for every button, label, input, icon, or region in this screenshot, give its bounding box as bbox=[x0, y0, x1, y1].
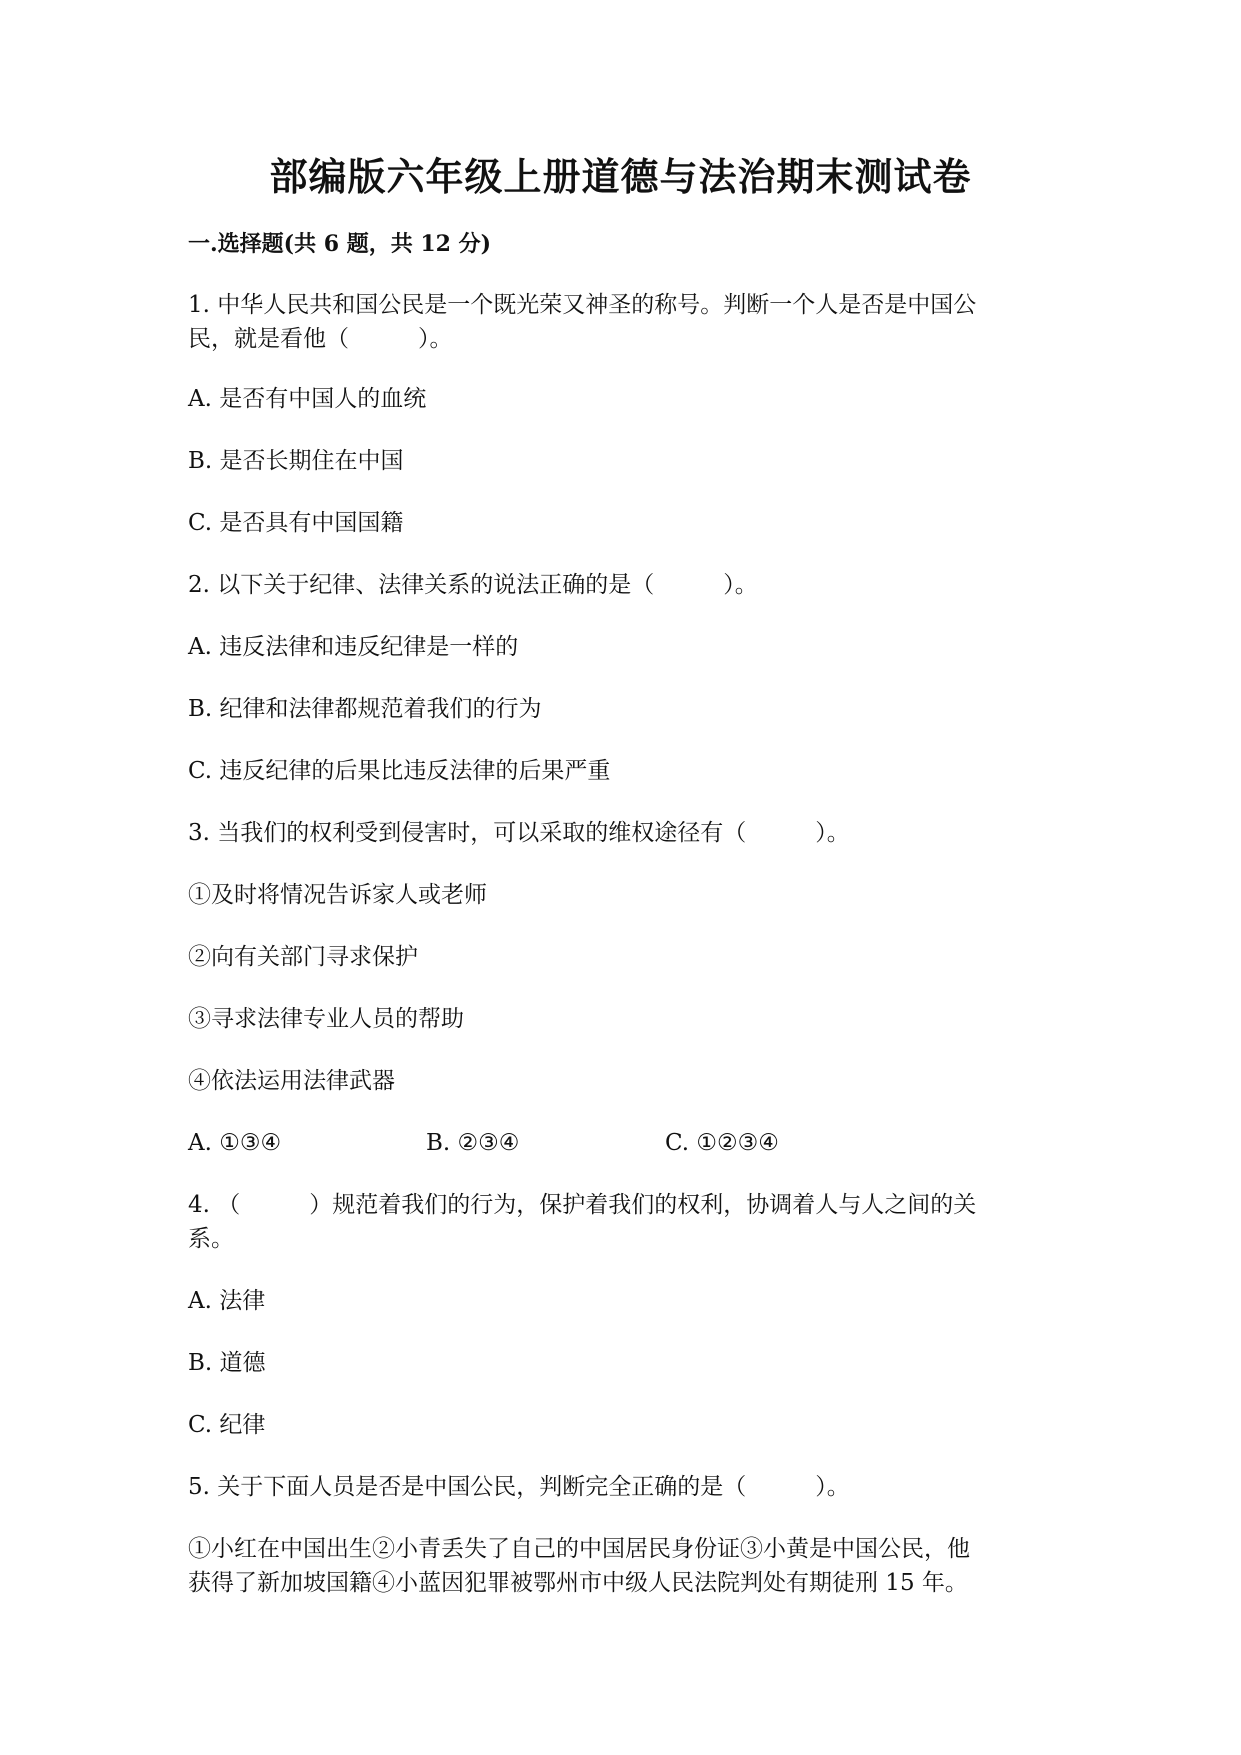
question-2-option-c: C. 违反纪律的后果比违反法律的后果严重 bbox=[188, 758, 611, 784]
question-5-statements-line-2: 获得了新加坡国籍④小蓝因犯罪被鄂州市中级人民法院判处有期徒刑 15 年。 bbox=[188, 1570, 968, 1596]
question-1-option-c: C. 是否具有中国国籍 bbox=[188, 510, 404, 536]
question-5-text: 5. 关于下面人员是否是中国公民，判断完全正确的是（ ）。 bbox=[188, 1474, 850, 1500]
question-3-statement-2: ②向有关部门寻求保护 bbox=[188, 944, 418, 970]
question-4-option-c: C. 纪律 bbox=[188, 1412, 266, 1438]
question-3-statement-1: ①及时将情况告诉家人或老师 bbox=[188, 882, 487, 908]
question-3-option-a: A. ①③④ bbox=[188, 1130, 282, 1156]
question-4-option-a: A. 法律 bbox=[188, 1288, 266, 1314]
question-5-statements-line-1: ①小红在中国出生②小青丢失了自己的中国居民身份证③小黄是中国公民，他 bbox=[188, 1536, 970, 1562]
question-4-option-b: B. 道德 bbox=[188, 1350, 266, 1376]
question-3-statement-3: ③寻求法律专业人员的帮助 bbox=[188, 1006, 464, 1032]
question-4-text-line-1: 4. （ ）规范着我们的行为，保护着我们的权利，协调着人与人之间的关 bbox=[188, 1192, 977, 1218]
question-4-text-line-2: 系。 bbox=[188, 1226, 234, 1252]
question-1-option-b: B. 是否长期住在中国 bbox=[188, 448, 404, 474]
page-title: 部编版六年级上册道德与法治期末测试卷 bbox=[269, 154, 972, 199]
question-3-text: 3. 当我们的权利受到侵害时，可以采取的维权途径有（ ）。 bbox=[188, 820, 850, 846]
question-3-option-c: C. ①②③④ bbox=[665, 1130, 779, 1156]
question-1-option-a: A. 是否有中国人的血统 bbox=[188, 386, 427, 412]
question-2-option-b: B. 纪律和法律都规范着我们的行为 bbox=[188, 696, 542, 722]
question-1-text-line-2: 民，就是看他（ ）。 bbox=[188, 326, 453, 352]
section-heading: 一.选择题(共 6 题，共 12 分) bbox=[188, 231, 492, 257]
question-3-option-b: B. ②③④ bbox=[426, 1130, 520, 1156]
question-2-text: 2. 以下关于纪律、法律关系的说法正确的是（ ）。 bbox=[188, 572, 758, 598]
question-3-statement-4: ④依法运用法律武器 bbox=[188, 1068, 395, 1094]
question-2-option-a: A. 违反法律和违反纪律是一样的 bbox=[188, 634, 519, 660]
question-1-text-line-1: 1. 中华人民共和国公民是一个既光荣又神圣的称号。判断一个人是否是中国公 bbox=[188, 292, 977, 318]
